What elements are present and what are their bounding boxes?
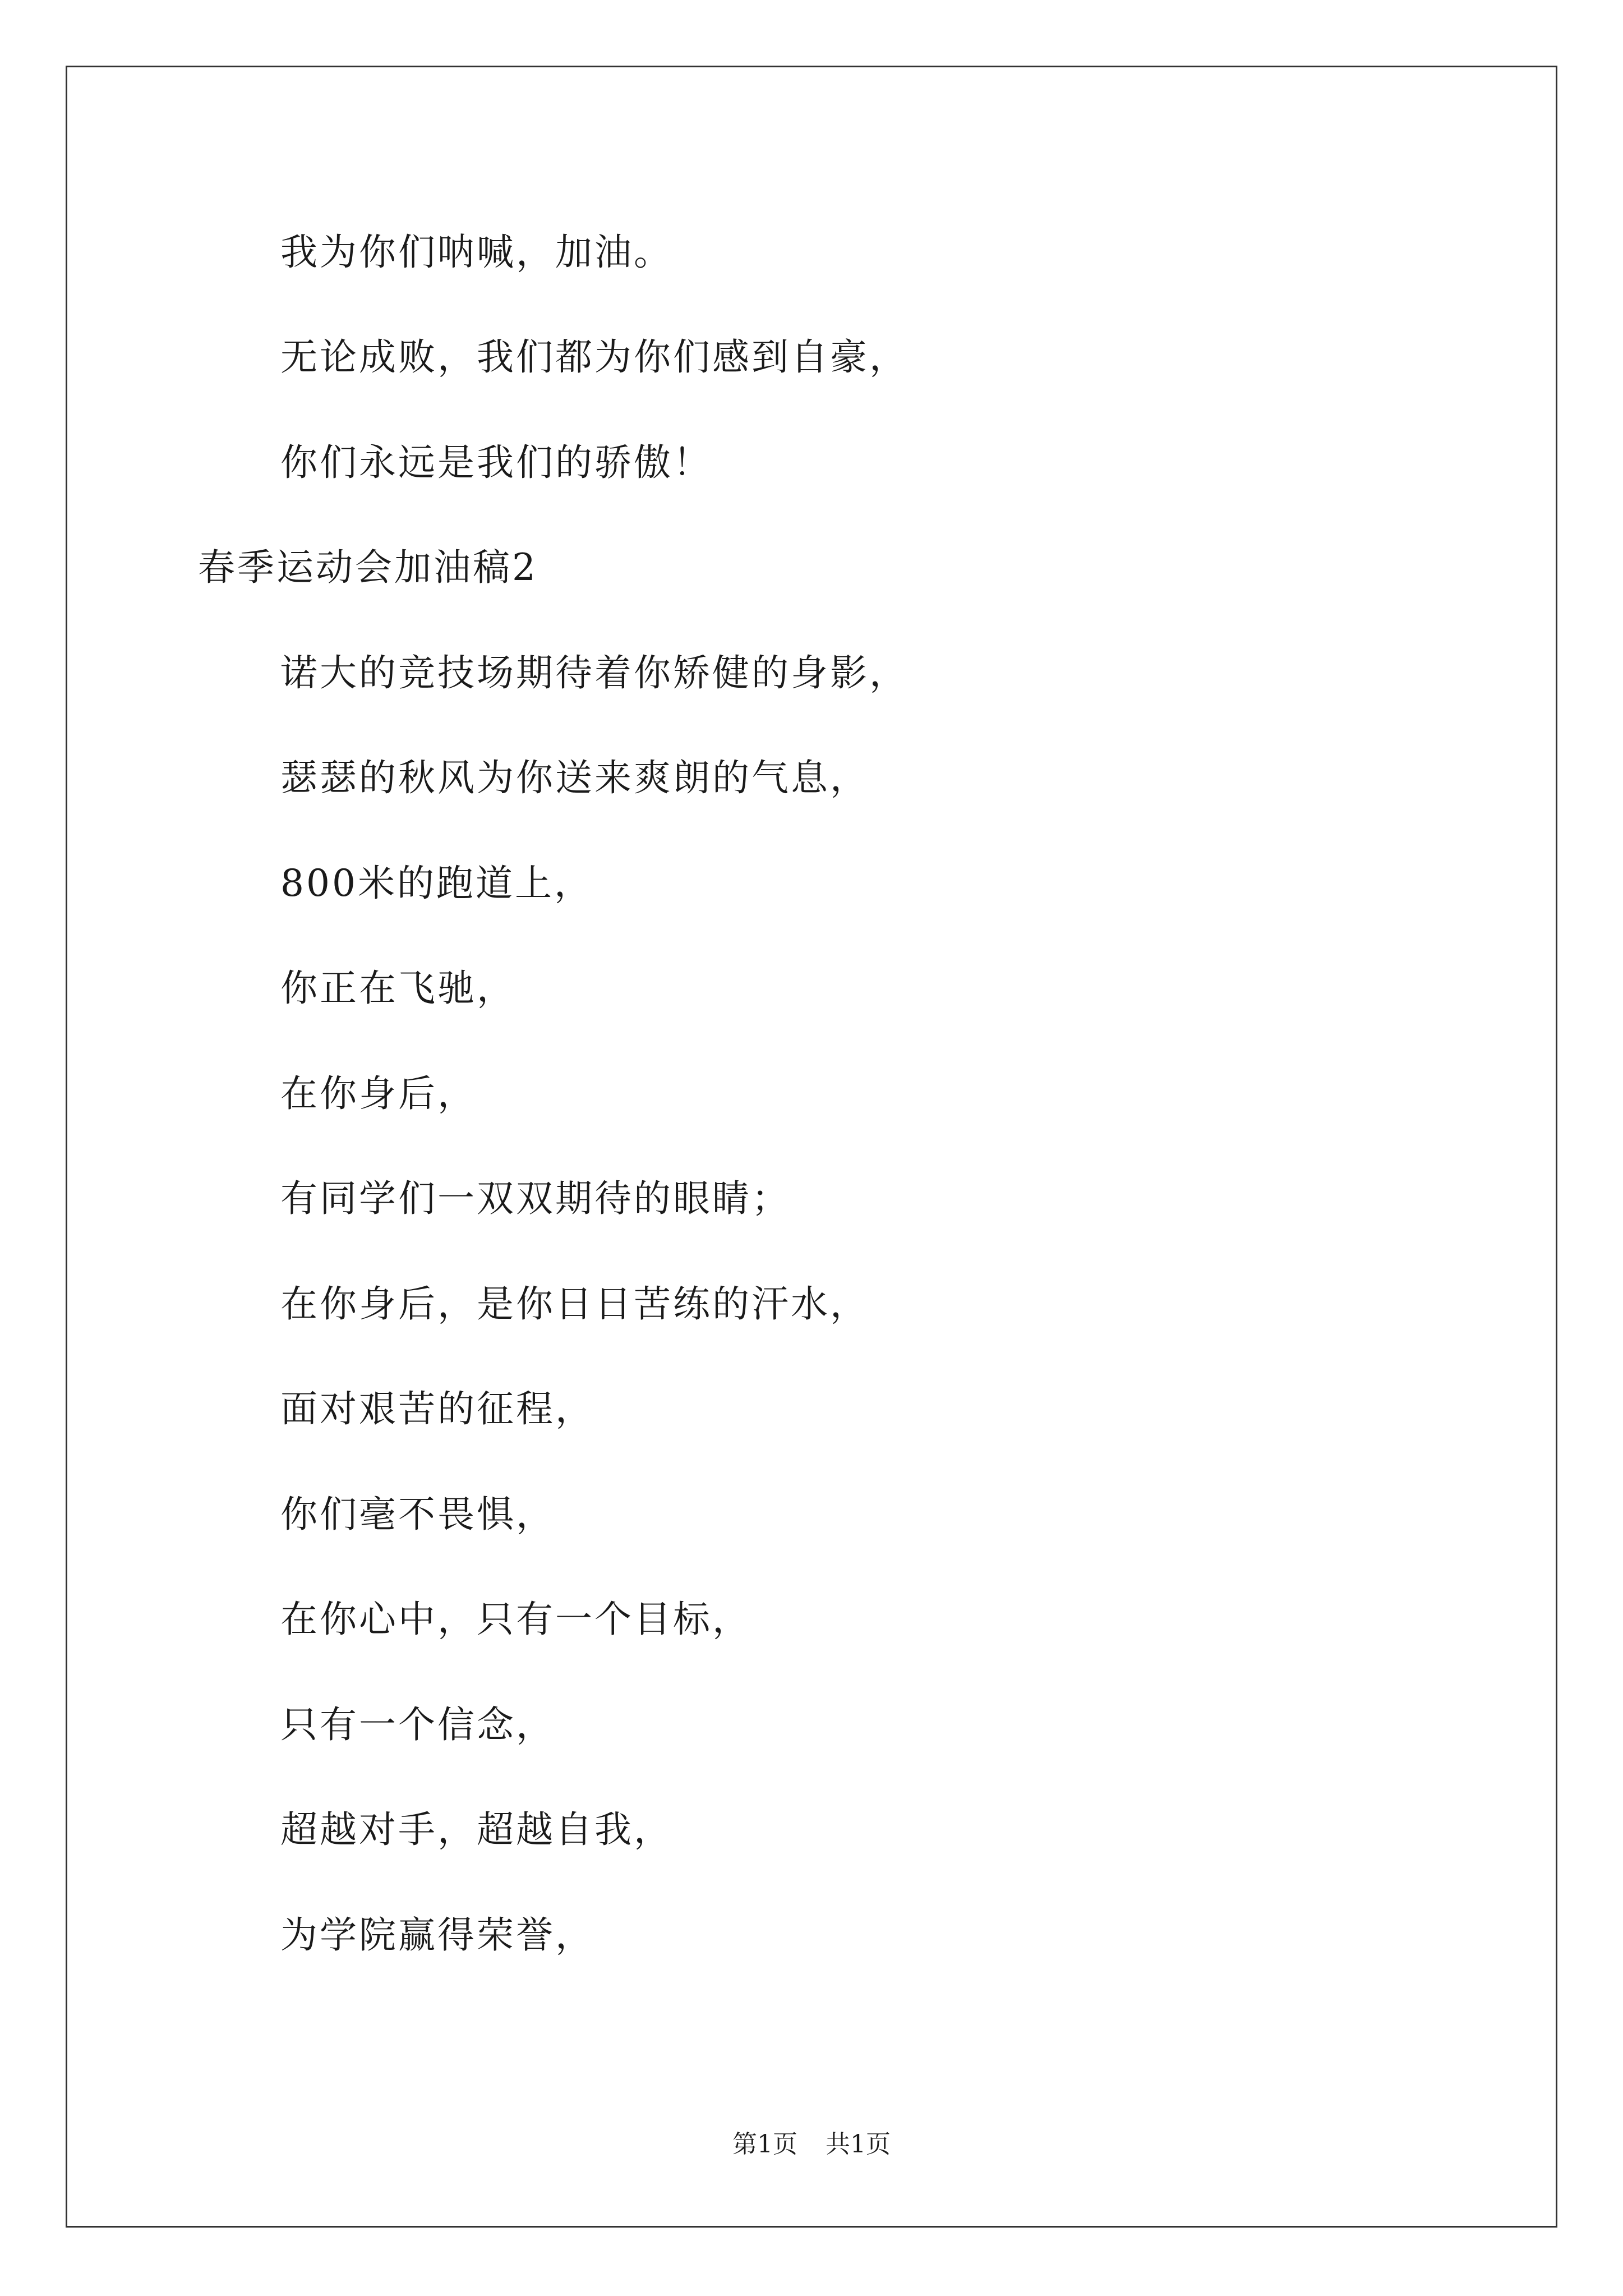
body-line: 800米的跑道上， <box>280 862 593 905</box>
body-line: 在你身后， <box>280 1072 477 1115</box>
body-line: 只有一个信念， <box>280 1703 555 1746</box>
section-heading: 春季运动会加油稿2 <box>198 546 538 589</box>
body-line: 面对艰苦的征程， <box>280 1387 594 1430</box>
body-line: 有同学们一双双期待的眼睛； <box>280 1177 791 1220</box>
page-number-total: 共1页 <box>826 2130 891 2159</box>
body-line: 超越对手，超越自我， <box>280 1808 673 1851</box>
body-line: 你们永远是我们的骄傲！ <box>280 441 712 484</box>
page-frame <box>66 66 1557 2228</box>
body-line: 我为你们呐喊，加油。 <box>280 231 673 274</box>
page-footer <box>0 2129 1623 2160</box>
body-line: 诺大的竞技场期待着你矫健的身影， <box>280 651 909 694</box>
body-line: 你正在飞驰， <box>280 967 516 1010</box>
body-line: 你们毫不畏惧， <box>280 1493 555 1536</box>
body-line: 为学院赢得荣誉， <box>280 1913 594 1957</box>
page-number-current: 第1页 <box>732 2130 797 2159</box>
body-line: 瑟瑟的秋风为你送来爽朗的气息， <box>280 756 869 799</box>
body-line: 无论成败，我们都为你们感到自豪， <box>280 335 909 379</box>
body-line: 在你身后，是你日日苦练的汗水， <box>280 1282 869 1326</box>
body-line: 在你心中，只有一个目标， <box>280 1598 751 1641</box>
